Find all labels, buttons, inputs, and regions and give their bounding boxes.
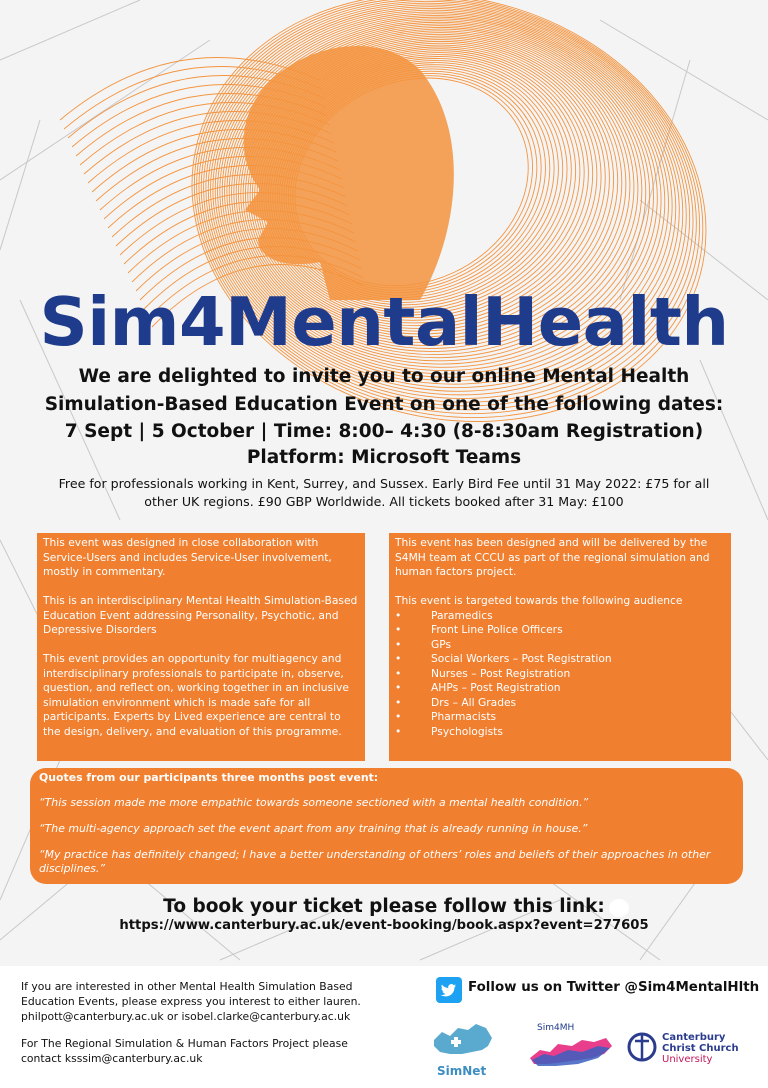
bullet-icon: • (395, 623, 402, 636)
bullet-icon: • (395, 695, 402, 709)
project-email[interactable]: contact ksssim@canterbury.ac.uk (21, 1052, 203, 1065)
platform-line: Platform: Microsoft Teams (246, 447, 522, 468)
quote-2: “The multi-agency approach set the event apart from any training that is already running in house.” (39, 822, 588, 835)
contact-info: If you are interested in other Mental Health Simulation Based Education Events, please express you interest to either lauren. philpott@canterbury.ac.uk or isobel.clarke@canterbury.ac.uk (21, 980, 361, 1023)
list-item: • Nurses – Post Registration (395, 666, 571, 680)
fee-line-1: Free for professionals working in Kent, Surrey, and Sussex. Early Bird Fee until 31 May 2022: £75 for all (58, 476, 710, 491)
circle-icon (609, 899, 629, 917)
delivery-paragraph: This event has been designed and will be delivered by the S4MH team at CCCU as part of the regional simulation and human factors project. (395, 536, 710, 578)
quotes-heading: Quotes from our participants three months post event: (39, 771, 379, 784)
bullet-icon: • (395, 681, 402, 694)
bullet-icon: • (395, 637, 402, 651)
twitter-handle[interactable]: Follow us on Twitter @Sim4MentalHlth (468, 980, 760, 995)
audience-list (395, 609, 725, 740)
participant-quotes-box (30, 768, 743, 884)
fee-line-2: other UK regions. £90 GBP Worldwide. All tickets booked after 31 May: £100 (144, 494, 624, 509)
list-item: • Drs – All Grades (395, 695, 517, 709)
twitter-icon[interactable] (436, 977, 462, 1003)
project-contact: For The Regional Simulation & Human Factors Project please contact ksssim@canterbury.ac.uk (21, 1037, 348, 1065)
event-description-box (37, 533, 365, 761)
event-title: Sim4MentalHealth (39, 283, 729, 361)
cccu-logo-text: Canterbury Christ Church University (662, 1032, 739, 1065)
fee-info (40, 475, 728, 511)
invite-line-1: We are delighted to invite you to our online Mental Health (78, 366, 690, 387)
list-item: • Front Line Police Officers (395, 623, 563, 636)
booking-link[interactable]: https://www.canterbury.ac.uk/event-booking/book.aspx?event=277605 (119, 918, 649, 933)
list-item: • Social Workers – Post Registration (395, 652, 612, 665)
bullet-icon: • (395, 652, 402, 665)
invite-line-2: Simulation-Based Education Event on one of the following dates: (44, 394, 724, 415)
bullet-icon: • (395, 666, 402, 680)
bullet-icon: • (395, 710, 402, 723)
list-item: • Paramedics (395, 608, 493, 622)
bullet-icon: • (395, 608, 402, 622)
description-paragraph: This is an interdisciplinary Mental Health Simulation-Based Education Event addressing Personality, Psychotic, and Depressive Disorders (43, 594, 358, 636)
audience-heading: This event is targeted towards the following audience (395, 594, 683, 607)
sim4mh-label: Sim4MH (537, 1023, 575, 1033)
audience-box (389, 533, 731, 761)
list-item: • GPs (395, 637, 452, 651)
quote-3: “My practice has definitely changed; I have a better understanding of others’ roles and beliefs of their approaches in other disciplines.” (39, 848, 711, 875)
quote-1: “This session made me more empathic towards someone sectioned with a mental health condition.” (39, 796, 589, 809)
booking-heading: To book your ticket please follow this link: (163, 896, 605, 917)
list-item: • Psychologists (395, 724, 503, 738)
cccu-crest-icon (626, 1030, 658, 1064)
list-item: • Pharmacists (395, 710, 497, 723)
sim4mh-logo (528, 1034, 614, 1068)
contact-emails[interactable]: philpott@canterbury.ac.uk or isobel.clarke@canterbury.ac.uk (21, 1010, 351, 1023)
description-paragraph: This event was designed in close collaboration with Service-Users and includes Service-User involvement, mostly in commentary. (43, 536, 332, 578)
footer (0, 966, 768, 1088)
simnet-label: SimNet (437, 1064, 487, 1078)
bullet-icon: • (395, 724, 402, 738)
event-dates-line: 7 Sept | 5 October | Time: 8:00– 4:30 (8-8:30am Registration) (64, 421, 704, 442)
list-item: • AHPs – Post Registration (395, 681, 561, 694)
description-paragraph: This event provides an opportunity for multiagency and interdisciplinary professionals to participate in, observe, question, and reflect on, working together in an inclusive simulation environment which is made safe for all participants. Experts by Lived experience are central to the design, delivery, and evaluation of this programme. (43, 652, 349, 738)
